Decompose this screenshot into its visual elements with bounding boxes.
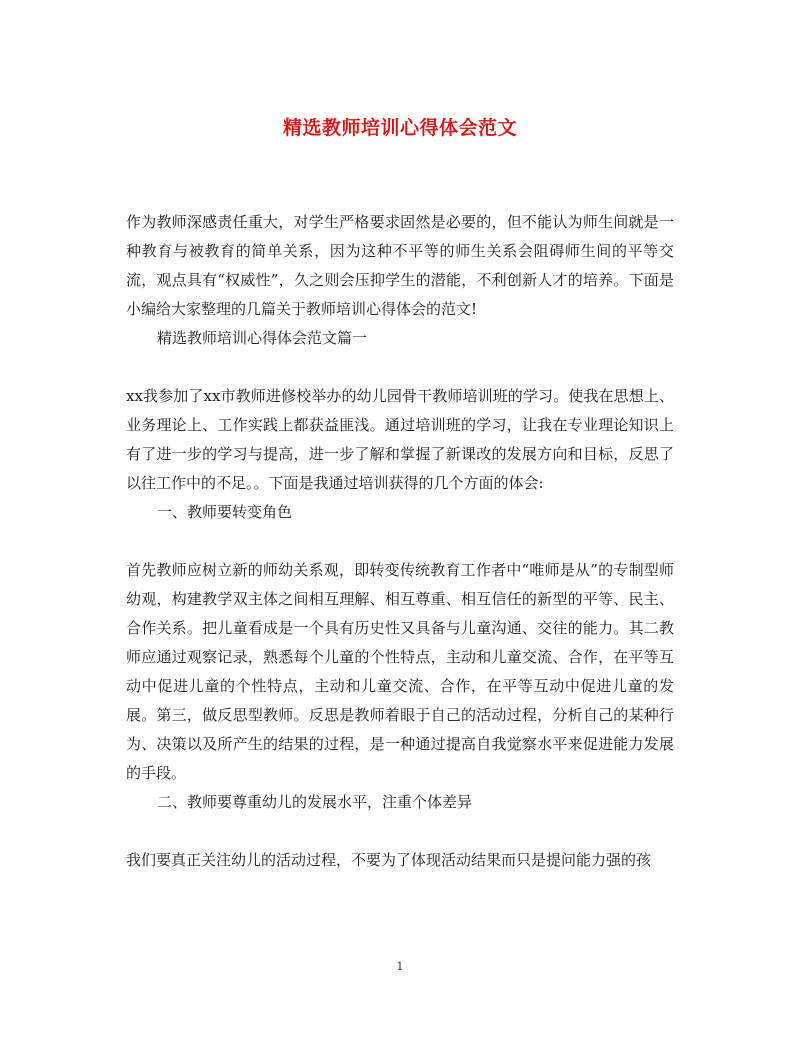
section-title: 精选教师培训心得体会范文篇一 — [157, 329, 368, 347]
blank-line — [126, 817, 674, 846]
document-body — [126, 208, 674, 875]
blank-line — [126, 527, 674, 556]
heading-1: 一、教师要转变角色 — [157, 503, 293, 521]
paragraph-1: xx我参加了xx市教师进修校举办的幼儿园骨干教师培训班的学习。使我在思想上、业务理论上、工作实践上都获益匪浅。通过培训班的学习，让我在专业理论知识上有了进一步的学习与提高，进一步了解和掌握了新课改的发展方向和目标，反思了以往工作中的不足。。下面是我通过培训获得的几个方面的体会: — [126, 387, 674, 492]
page-number: 1 — [396, 960, 404, 973]
heading-2: 二、教师要尊重幼儿的发展水平，注重个体差异 — [157, 793, 473, 811]
document-title: 精选教师培训心得体会范文 — [282, 117, 517, 139]
paragraph-2: 首先教师应树立新的师幼关系观，即转变传统教育工作者中“唯师是从”的专制型师幼观，构建教学双主体之间相互理解、相互尊重、相互信任的新型的平等、民主、合作关系。把儿童看成是一个具有历史性又具备与儿童沟通、交往的能力。其二教师应通过观察记录，熟悉每个儿童的个性特点，主动和儿童交流、合作，在平等互动中促进儿童的个性特点，主动和儿童交流、合作，在平等互动中促进儿童的发展。第三，做反思型教师。反思是教师着眼于自己的活动过程，分析自己的某种行为、决策以及所产生的结果的过程，是一种通过提高自我觉察水平来促进能力发展的手段。 — [126, 561, 674, 782]
intro-paragraph: 作为教师深感责任重大，对学生严格要求固然是必要的，但不能认为师生间就是一种教育与被教育的简单关系，因为这种不平等的师生关系会阻碍师生间的平等交流，观点具有“权威性”，久之则会压抑学生的潜能，不利创新人才的培养。下面是小编给大家整理的几篇关于教师培训心得体会的范文! — [126, 213, 674, 318]
paragraph-3: 我们要真正关注幼儿的活动过程，不要为了体现活动结果而只是提问能力强的孩 — [126, 851, 652, 869]
blank-line — [126, 353, 674, 382]
